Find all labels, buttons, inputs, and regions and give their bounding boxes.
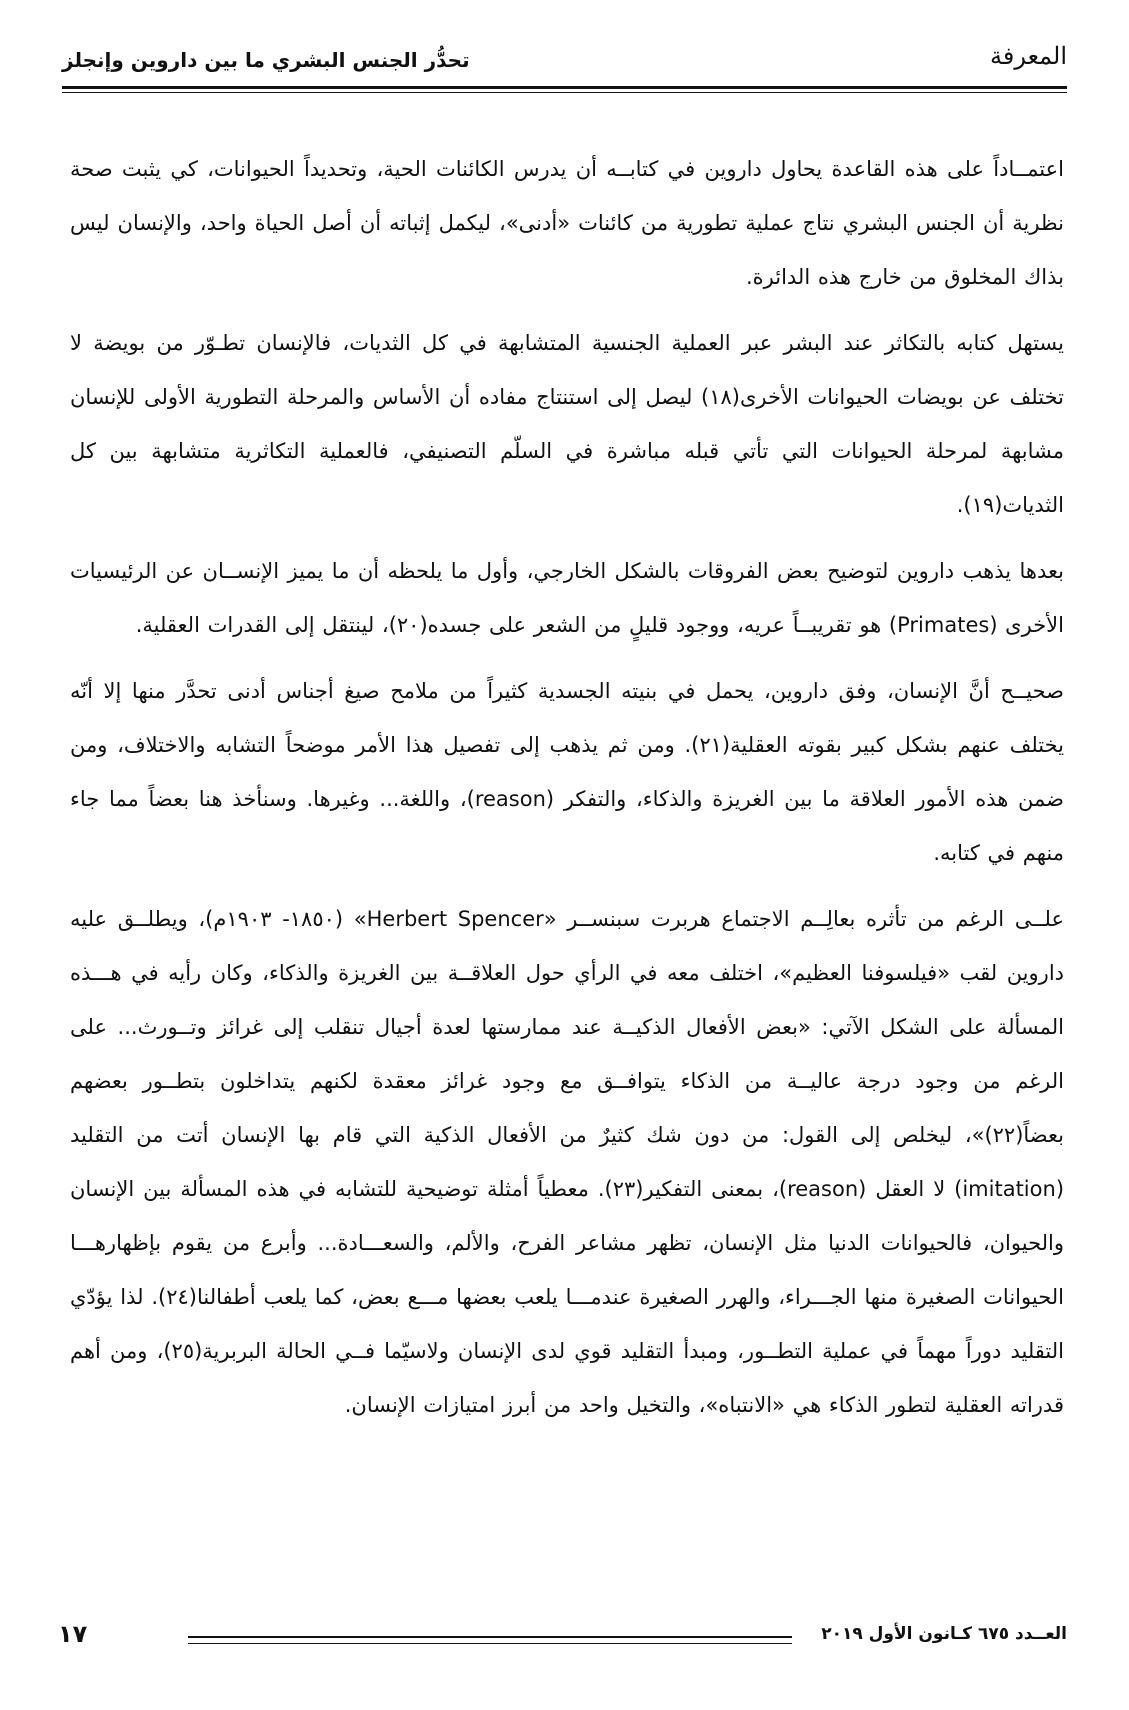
- issue-info: العــدد ٦٧٥ كـانون الأول ٢٠١٩: [821, 1624, 1067, 1644]
- paragraph-5: علــى الرغم من تأثره بعالِــم الاجتماع هربرت سبنســر «Herbert Spencer» (١٨٥٠- ١٩٠٣م)، ويطلــق عليه داروين لقب «فيلسوفنا العظيم»، اختلف معه في الرأي حول العلاقــة بين الغريزة والذكاء، وكان رأيه في هـــذه المسألة على الشكل الآتي: «بعض الأفعال الذكيــة عند ممارستها لعدة أجيال تنقلب إلى غرائز وتــورث... على الرغم من وجود درجة عاليــة من الذكاء يتوافــق مع وجود غرائز معقدة لكنهم يتداخلون بتطــور بعضهم بعضاً(٢٢)»، ليخلص إلى القول: من دون شك كثيرٌ من الأفعال الذكية التي قام بها الإنسان أتت من التقليد (imitation) لا العقل (reason)، بمعنى التفكير(٢٣). معطياً أمثلة توضيحية للتشابه في هذه المسألة بين الإنسان والحيوان، فالحيوانات الدنيا مثل الإنسان، تظهر مشاعر الفرح، والألم، والسعـــادة... وأبرع من يقوم بإظهارهـــا الحيوانات الصغيرة منها الجـــراء، والهرر الصغيرة عندمـــا يلعب بعضها مـــع بعض، كما يلعب أطفالنا(٢٤). لذا يؤدّي التقليد دوراً مهماً في عملية التطــور، ومبدأ التقليد قوي لدى الإنسان ولاسيّما فــي الحالة البربرية(٢٥)، ومن أهم قدراته العقلية لتطور الذكاء هي «الانتباه»، والتخيل واحد من أبرز امتيازات الإنسان.: [70, 907, 1065, 1417]
- footer-rule: [188, 1636, 792, 1644]
- header-rule-thick: [62, 86, 1067, 89]
- paragraph-2: يستهل كتابه بالتكاثر عند البشر عبر العملية الجنسية المتشابهة في كل الثديات، فالإنسان تطـوّر من بويضة لا تختلف عن بويضات الحيوانات الأخرى(١٨) ليصل إلى استنتاج مفاده أن الأساس والمرحلة التطورية الأولى للإنسان مشابهة لمرحلة الحيوانات التي تأتي قبله مباشرة في السلّم التصنيفي، فالعملية التكاثرية متشابهة بين كل الثديات(١٩).: [70, 331, 1064, 517]
- magazine-logo: المعرفة: [989, 42, 1067, 70]
- paragraph-1: اعتمــاداً على هذه القاعدة يحاول داروين في كتابــه أن يدرس الكائنات الحية، وتحديداً الحيوانات، كي يثبت صحة نظرية أن الجنس البشري نتاج عملية تطورية من كائنات «أدنى»، ليكمل إثباته أن أصل الحياة واحد، والإنسان ليس بذاك المخلوق من خارج هذه الدائرة.: [70, 157, 1064, 289]
- paragraph-3: بعدها يذهب داروين لتوضيح بعض الفروقات بالشكل الخارجي، وأول ما يلحظه أن ما يميز الإنســان عن الرئيسيات الأخرى (Primates) هو تقريبــاً عريه، ووجود قليلٍ من الشعر على جسده(٢٠)، لينتقل إلى القدرات العقلية.: [70, 559, 1064, 637]
- article-body: [70, 142, 1064, 1444]
- paragraph-4: صحيــح أنَّ الإنسان، وفق داروين، يحمل في بنيته الجسدية كثيراً من ملامح صيغ أجناس أدنى تحدَّر منها إلا أنّه يختلف عنهم بشكل كبير بقوته العقلية(٢١). ومن ثم يذهب إلى تفصيل هذا الأمر موضحاً التشابه والاختلاف، ومن ضمن هذه الأمور العلاقة ما بين الغريزة والذكاء، والتفكر (reason)، واللغة... وغيرها. وسنأخذ هنا بعضاً مما جاء منهم في كتابه.: [70, 679, 1065, 865]
- page-footer: [38, 1620, 1067, 1660]
- header-rule-thin: [62, 92, 1067, 93]
- page-header: [62, 38, 1067, 98]
- running-title: تحدُّر الجنس البشري ما بين داروين وإنجلز: [62, 48, 470, 72]
- page-number: ١٧: [58, 1620, 88, 1648]
